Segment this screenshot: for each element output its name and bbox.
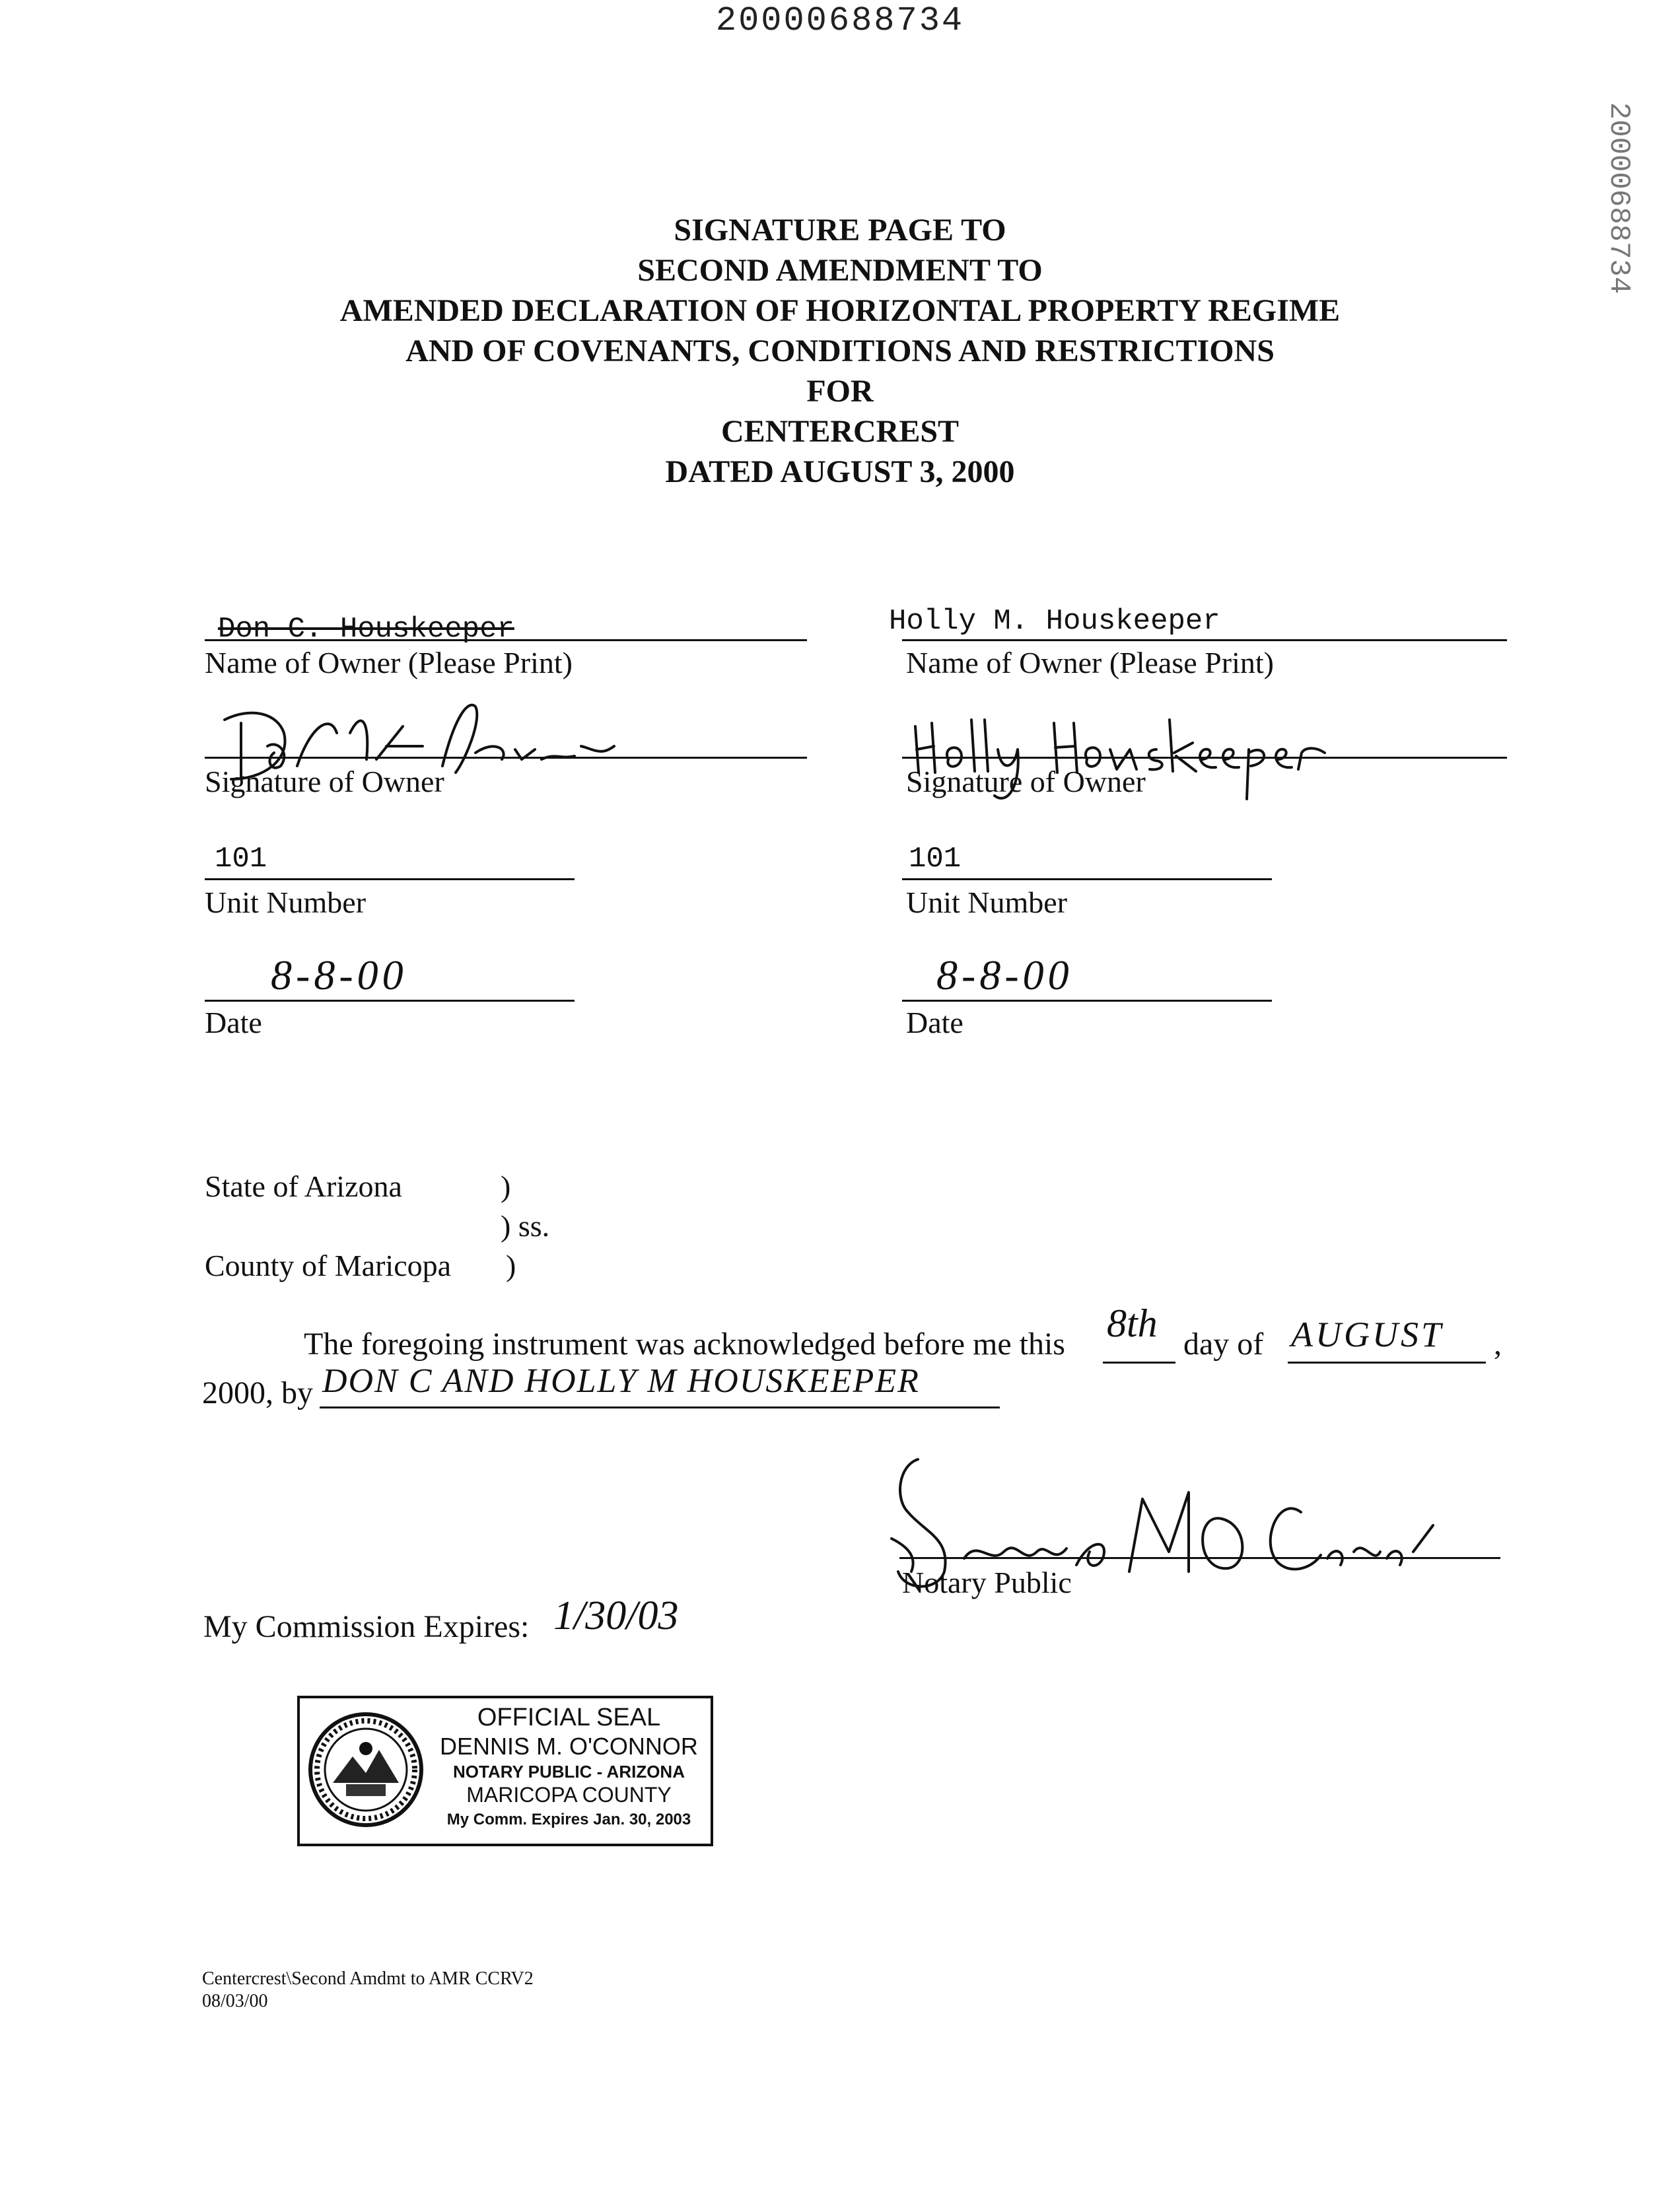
owner-signature-label: Signature of Owner [906,765,1146,798]
seal-line-1: OFFICIAL SEAL [477,1704,661,1731]
owner-name-label: Name of Owner (Please Print) [906,646,1274,679]
ack-day-value: 8th [1107,1302,1158,1345]
venue-state: State of Arizona [205,1169,402,1203]
venue-paren-top: ) [501,1169,511,1203]
owner-signature-line [205,757,807,759]
seal-line-4: MARICOPA COUNTY [466,1783,672,1807]
state-seal-icon [306,1710,425,1829]
ack-line1-dayof: day of [1183,1327,1264,1362]
ack-month-line [1288,1362,1486,1364]
ack-persons-value: DON C AND HOLLY M HOUSKEEPER [322,1362,920,1400]
ack-line1-text: The foregoing instrument was acknowledged before me this [304,1327,1065,1362]
title-line-5: FOR [806,374,874,409]
owner-date-value: 8-8-00 [271,952,407,998]
seal-line-2: DENNIS M. O'CONNOR [440,1733,698,1760]
venue-ss: ) ss. [501,1209,550,1243]
notary-label: Notary Public [902,1566,1072,1599]
owner-signature [902,687,1338,819]
owner-signature-label: Signature of Owner [205,765,444,798]
owner-date-line [205,1000,575,1002]
owner-unit-line [902,878,1272,880]
venue-county: County of Maricopa [205,1249,452,1282]
document-number: 20000688734 [715,1,965,40]
footer [202,1968,534,2013]
owner-unit-value: 101 [215,843,267,876]
owner-name-line [902,639,1507,641]
owner-date-label: Date [205,1006,262,1039]
owner-name-label: Name of Owner (Please Print) [205,646,573,679]
title-line-4: AND OF COVENANTS, CONDITIONS AND RESTRICTIONS [405,333,1275,368]
owner-unit-line [205,878,575,880]
owner-name-value: Holly M. Houskeeper [889,605,1220,638]
ack-day-line [1103,1362,1175,1364]
owner-unit-label: Unit Number [906,885,1068,919]
title-line-7: DATED AUGUST 3, 2000 [665,454,1015,489]
seal-line-5: My Comm. Expires Jan. 30, 2003 [446,1811,691,1828]
owner-unit-label: Unit Number [205,885,367,919]
owner-unit-value: 101 [909,843,962,876]
title-line-3: AMENDED DECLARATION OF HORIZONTAL PROPERTY REGIME [339,293,1341,328]
owner-date-value: 8-8-00 [936,952,1073,998]
owner-name-value: Don C. Houskeeper [218,613,514,646]
title-line-2: SECOND AMENDMENT TO [637,253,1043,288]
ack-month-value: AUGUST [1291,1315,1444,1354]
official-seal-stamp [297,1696,713,1846]
owner-date-label: Date [906,1006,963,1039]
owner-date-line [902,1000,1272,1002]
owner-name-line [205,639,807,641]
notary-signature-line [899,1557,1500,1559]
document-title [0,210,1680,492]
footer-path: Centercrest\Second Amdmt to AMR CCRV2 [202,1968,534,1989]
title-line-1: SIGNATURE PAGE TO [674,213,1006,248]
owner-signature-line [902,757,1507,759]
ack-persons-line [320,1406,1000,1408]
owner-signature [205,687,627,819]
title-line-6: CENTERCREST [720,414,960,449]
side-stamp-text: 20000688734 [1602,102,1635,295]
commission-label: My Commission Expires: [203,1609,530,1644]
footer-date: 08/03/00 [202,1991,268,2011]
ack-comma: , [1494,1327,1502,1362]
commission-date-value: 1/30/03 [553,1593,679,1638]
ack-line2-prefix: 2000, by [202,1375,313,1410]
seal-line-3: NOTARY PUBLIC - ARIZONA [453,1762,685,1782]
venue-paren-bottom: ) [506,1249,516,1282]
